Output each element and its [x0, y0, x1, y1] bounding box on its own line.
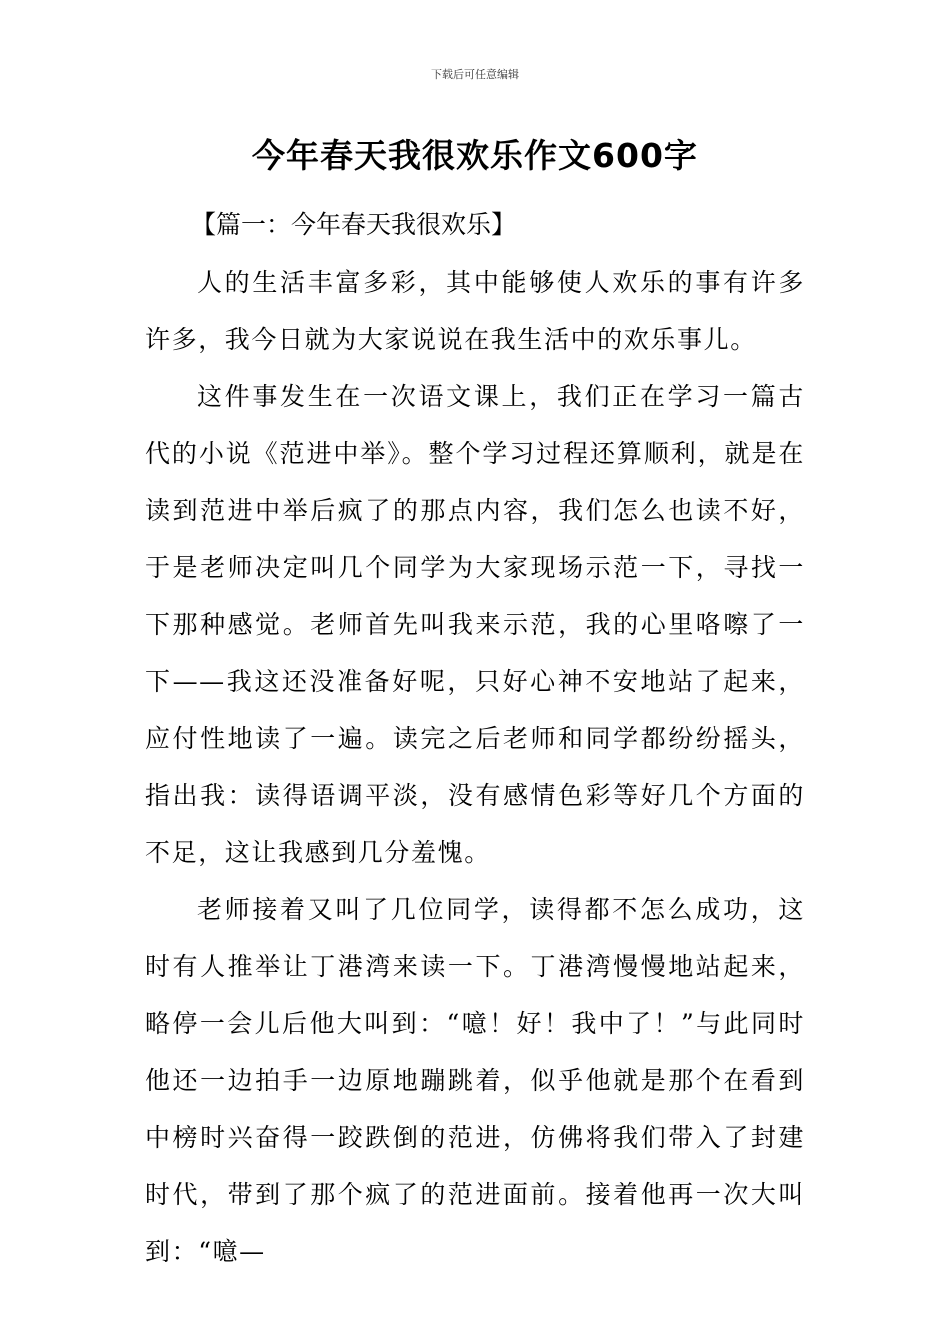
section-heading: 【篇一：今年春天我很欢乐】: [191, 210, 517, 239]
paragraph-2: 这件事发生在一次语文课上，我们正在学习一篇古代的小说《范进中举》。整个学习过程还算顺利，就是在读到范进中举后疯了的那点内容，我们怎么也读不好，于是老师决定叫几个同学为大家现场示范一下，寻找一下那种感觉。老师首先叫我来示范，我的心里咯嚓了一下——我这还没准备好呢，只好心神不安地站了起来，应付性地读了一遍。读完之后老师和同学都纷纷摇头，指出我：读得语调平淡，没有感情色彩等好几个方面的不足，这让我感到几分羞愧。: [145, 382, 805, 867]
document-title: 今年春天我很欢乐作文600字: [252, 136, 698, 175]
header-note: 下载后可任意编辑: [431, 68, 519, 81]
paragraph-3: 老师接着又叫了几位同学，读得都不怎么成功，这时有人推举让丁港湾来读一下。丁港湾慢慢地站起来，略停一会儿后他大叫到：“噫！好！我中了！”与此同时他还一边拍手一边原地蹦跳着，似乎他就是那个在看到中榜时兴奋得一跤跌倒的范进，仿佛将我们带入了封建时代，带到了那个疯了的范进面前。接着他再一次大叫到：“噫—: [145, 895, 805, 1266]
document-body: [145, 198, 805, 1280]
paragraph-1: 人的生活丰富多彩，其中能够使人欢乐的事有许多许多，我今日就为大家说说在我生活中的欢乐事儿。: [145, 268, 805, 354]
